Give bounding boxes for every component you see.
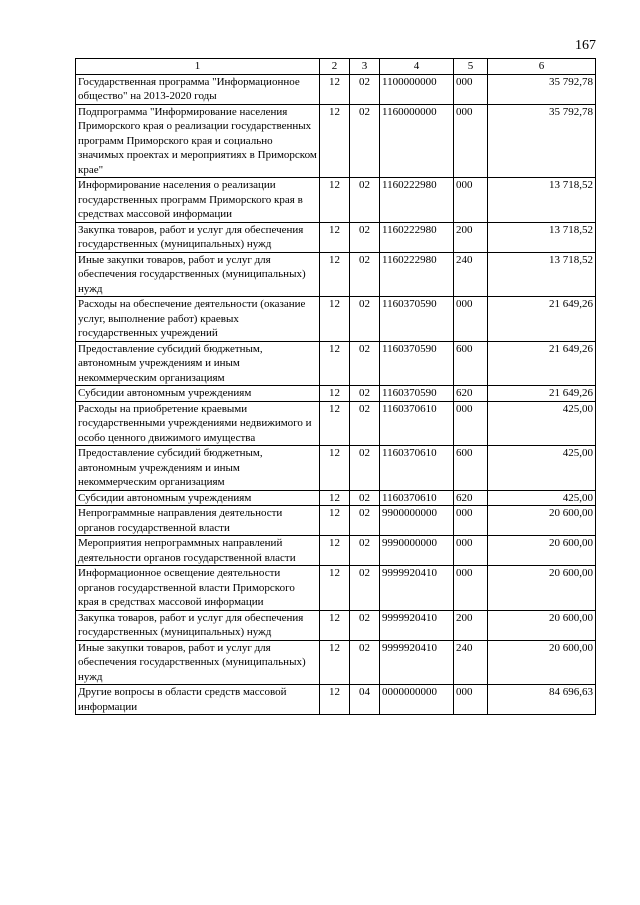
row-code-cell: 1160222980 [380, 252, 454, 297]
row-code-cell: 1160000000 [380, 104, 454, 178]
table-header-row [76, 59, 596, 75]
row-code-cell: 02 [350, 490, 380, 506]
table-row [76, 685, 596, 715]
row-sum-cell: 13 718,52 [488, 222, 596, 252]
row-code-cell: 12 [320, 178, 350, 223]
row-code-cell: 1160370590 [380, 386, 454, 402]
row-code-cell: 12 [320, 104, 350, 178]
row-code-cell: 600 [454, 341, 488, 386]
row-sum-cell: 13 718,52 [488, 178, 596, 223]
table-row [76, 490, 596, 506]
row-code-cell: 000 [454, 74, 488, 104]
table-row [76, 536, 596, 566]
row-code-cell: 240 [454, 252, 488, 297]
row-code-cell: 1160222980 [380, 222, 454, 252]
table-row [76, 222, 596, 252]
row-name-cell: Иные закупки товаров, работ и услуг для обеспечения государственных (муниципальных) нужд [76, 640, 320, 685]
table-row [76, 252, 596, 297]
row-sum-cell: 20 600,00 [488, 566, 596, 611]
row-code-cell: 12 [320, 341, 350, 386]
row-code-cell: 02 [350, 341, 380, 386]
row-code-cell: 0000000000 [380, 685, 454, 715]
row-sum-cell: 425,00 [488, 401, 596, 446]
row-code-cell: 600 [454, 446, 488, 491]
row-code-cell: 12 [320, 446, 350, 491]
row-code-cell: 02 [350, 446, 380, 491]
table-row [76, 386, 596, 402]
table-row [76, 341, 596, 386]
row-code-cell: 12 [320, 536, 350, 566]
row-sum-cell: 20 600,00 [488, 536, 596, 566]
row-code-cell: 04 [350, 685, 380, 715]
row-code-cell: 1100000000 [380, 74, 454, 104]
row-name-cell: Расходы на обеспечение деятельности (оказание услуг, выполнение работ) краевых государственных учреждений [76, 297, 320, 342]
row-name-cell: Расходы на приобретение краевыми государственными учреждениями недвижимого и особо ценного движимого имущества [76, 401, 320, 446]
row-sum-cell: 20 600,00 [488, 640, 596, 685]
header-cell: 3 [350, 59, 380, 75]
row-code-cell: 12 [320, 640, 350, 685]
row-code-cell: 000 [454, 506, 488, 536]
row-code-cell: 200 [454, 610, 488, 640]
row-sum-cell: 13 718,52 [488, 252, 596, 297]
row-sum-cell: 84 696,63 [488, 685, 596, 715]
row-sum-cell: 20 600,00 [488, 610, 596, 640]
row-code-cell: 1160370610 [380, 490, 454, 506]
row-code-cell: 1160370610 [380, 401, 454, 446]
row-name-cell: Информирование населения о реализации государственных программ Приморского края в средствах массовой информации [76, 178, 320, 223]
row-code-cell: 12 [320, 74, 350, 104]
row-name-cell: Мероприятия непрограммных направлений деятельности органов государственной власти [76, 536, 320, 566]
table-row [76, 104, 596, 178]
row-code-cell: 620 [454, 490, 488, 506]
row-code-cell: 02 [350, 640, 380, 685]
row-code-cell: 12 [320, 401, 350, 446]
header-cell: 2 [320, 59, 350, 75]
row-name-cell: Субсидии автономным учреждениям [76, 386, 320, 402]
row-code-cell: 12 [320, 685, 350, 715]
table-row [76, 178, 596, 223]
row-code-cell: 9900000000 [380, 506, 454, 536]
row-sum-cell: 20 600,00 [488, 506, 596, 536]
table-row [76, 74, 596, 104]
row-name-cell: Предоставление субсидий бюджетным, автономным учреждениям и иным некоммерческим организациям [76, 341, 320, 386]
row-code-cell: 02 [350, 536, 380, 566]
row-code-cell: 02 [350, 610, 380, 640]
row-code-cell: 1160370590 [380, 341, 454, 386]
table-row [76, 640, 596, 685]
row-code-cell: 12 [320, 386, 350, 402]
row-name-cell: Непрограммные направления деятельности органов государственной власти [76, 506, 320, 536]
budget-table [75, 58, 596, 715]
row-code-cell: 000 [454, 685, 488, 715]
row-code-cell: 000 [454, 178, 488, 223]
row-name-cell: Подпрограмма "Информирование населения Приморского края о реализации государственных программ Приморского края и социально значимых проектах и мероприятиях в Приморском крае" [76, 104, 320, 178]
row-code-cell: 02 [350, 297, 380, 342]
row-code-cell: 000 [454, 566, 488, 611]
row-name-cell: Закупка товаров, работ и услуг для обеспечения государственных (муниципальных) нужд [76, 610, 320, 640]
table-row [76, 610, 596, 640]
row-name-cell: Иные закупки товаров, работ и услуг для обеспечения государственных (муниципальных) нужд [76, 252, 320, 297]
row-name-cell: Предоставление субсидий бюджетным, автономным учреждениям и иным некоммерческим организациям [76, 446, 320, 491]
row-code-cell: 620 [454, 386, 488, 402]
row-code-cell: 12 [320, 490, 350, 506]
row-code-cell: 02 [350, 386, 380, 402]
header-cell: 5 [454, 59, 488, 75]
page-number: 167 [575, 38, 596, 53]
row-sum-cell: 21 649,26 [488, 297, 596, 342]
row-code-cell: 02 [350, 222, 380, 252]
row-code-cell: 1160370610 [380, 446, 454, 491]
table-row [76, 297, 596, 342]
row-sum-cell: 35 792,78 [488, 74, 596, 104]
row-code-cell: 12 [320, 506, 350, 536]
header-cell: 1 [76, 59, 320, 75]
row-code-cell: 9999920410 [380, 610, 454, 640]
row-code-cell: 02 [350, 104, 380, 178]
row-code-cell: 12 [320, 610, 350, 640]
row-code-cell: 9999920410 [380, 566, 454, 611]
row-name-cell: Другие вопросы в области средств массовой информации [76, 685, 320, 715]
row-code-cell: 000 [454, 536, 488, 566]
row-code-cell: 1160370590 [380, 297, 454, 342]
row-code-cell: 000 [454, 104, 488, 178]
row-code-cell: 9999920410 [380, 640, 454, 685]
row-code-cell: 02 [350, 401, 380, 446]
row-code-cell: 12 [320, 566, 350, 611]
row-code-cell: 02 [350, 178, 380, 223]
row-name-cell: Государственная программа "Информационное общество" на 2013-2020 годы [76, 74, 320, 104]
row-code-cell: 02 [350, 252, 380, 297]
row-code-cell: 9990000000 [380, 536, 454, 566]
header-cell: 4 [380, 59, 454, 75]
row-code-cell: 000 [454, 297, 488, 342]
table-row [76, 446, 596, 491]
row-code-cell: 02 [350, 566, 380, 611]
row-name-cell: Информационное освещение деятельности органов государственной власти Приморского края в средствах массовой информации [76, 566, 320, 611]
row-sum-cell: 21 649,26 [488, 386, 596, 402]
row-code-cell: 12 [320, 222, 350, 252]
table-row [76, 506, 596, 536]
row-code-cell: 200 [454, 222, 488, 252]
row-code-cell: 240 [454, 640, 488, 685]
row-code-cell: 000 [454, 401, 488, 446]
row-sum-cell: 35 792,78 [488, 104, 596, 178]
row-code-cell: 1160222980 [380, 178, 454, 223]
row-sum-cell: 21 649,26 [488, 341, 596, 386]
row-code-cell: 02 [350, 74, 380, 104]
header-cell: 6 [488, 59, 596, 75]
row-code-cell: 12 [320, 297, 350, 342]
table-row [76, 401, 596, 446]
row-name-cell: Субсидии автономным учреждениям [76, 490, 320, 506]
row-sum-cell: 425,00 [488, 490, 596, 506]
row-name-cell: Закупка товаров, работ и услуг для обеспечения государственных (муниципальных) нужд [76, 222, 320, 252]
row-code-cell: 12 [320, 252, 350, 297]
row-code-cell: 02 [350, 506, 380, 536]
table-row [76, 566, 596, 611]
row-sum-cell: 425,00 [488, 446, 596, 491]
